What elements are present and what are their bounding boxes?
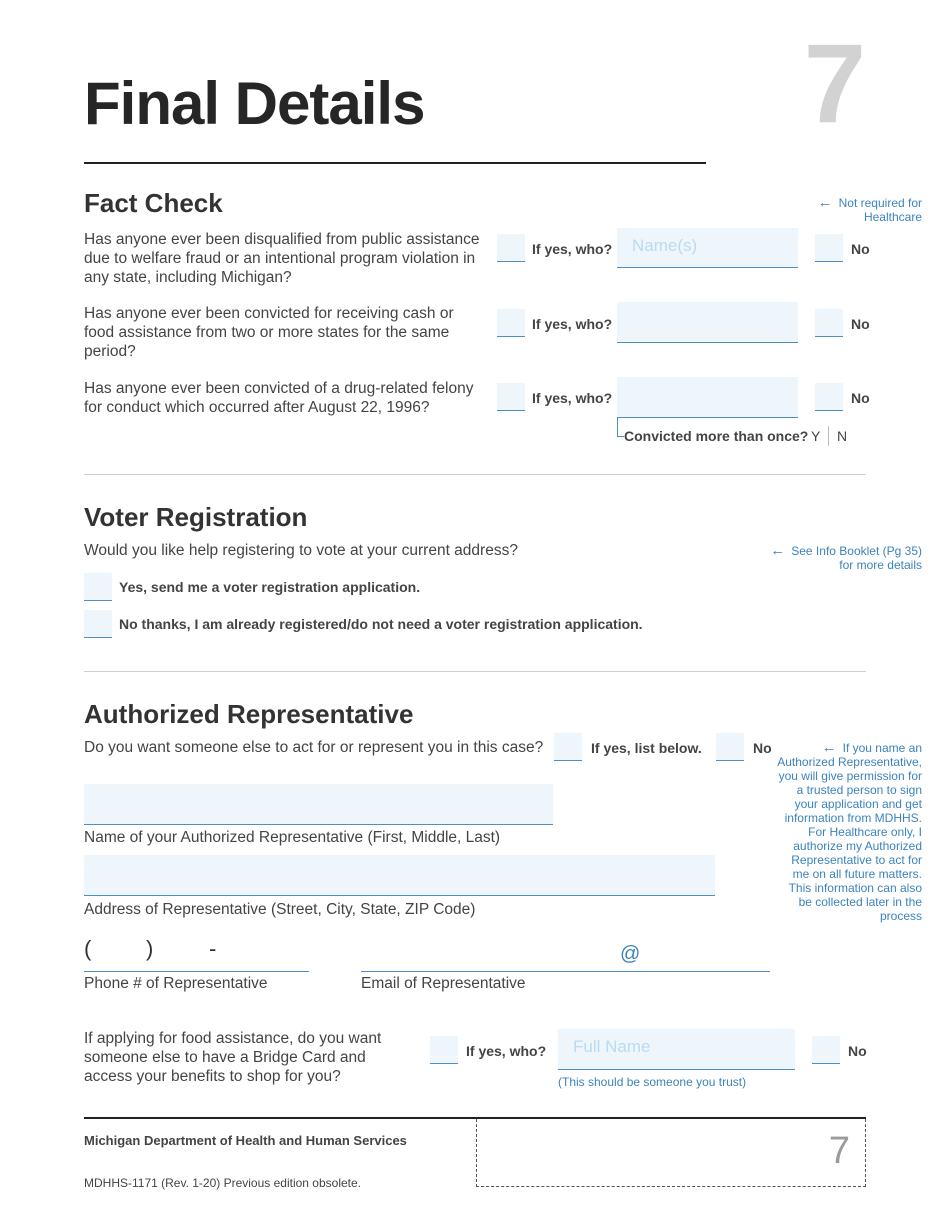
arrow-left-icon: ← [821,739,837,756]
footer-department: Michigan Department of Health and Human Services [84,1133,407,1148]
rep-email-label: Email of Representative [361,975,526,992]
page-title: Final Details [84,70,425,137]
fact-question-2: Has anyone ever been convicted for receiving cash or food assistance from two or more states for the same period? [84,305,454,360]
q3-names-input[interactable] [617,377,798,418]
auth-rep-question: Do you want someone else to act for or represent you in this case? [84,739,544,756]
arrow-left-icon: ← [817,194,833,211]
q1-if-yes-label: If yes, who? [532,241,613,257]
auth-rep-note-text: If you name an Authorized Representative, you will give permission for a trusted person to sign your application and get information from MDHHS. For Healthcare only, I authorize my Authorized Representative to act for me on all future matters. This information can also be collected later in the process [777,741,922,923]
voter-note-line2: for more details [839,558,922,572]
footer-page-box [476,1119,866,1187]
convicted-no-option[interactable]: N [837,428,848,444]
phone-area-close: ) [146,936,154,961]
bridge-name-input[interactable] [558,1029,795,1070]
q2-yes-checkbox[interactable] [497,309,525,337]
voter-side-note [742,544,922,572]
q3-if-yes-label: If yes, who? [532,390,613,406]
auth-rep-yes-checkbox[interactable] [554,733,582,761]
q2-no-label: No [851,316,870,332]
auth-rep-side-note [774,741,922,923]
email-at-sign: @ [620,943,641,965]
section-divider-2 [84,671,866,672]
auth-rep-no-checkbox[interactable] [716,733,744,761]
title-divider [84,162,706,164]
voter-yes-label: Yes, send me a voter registration application. [119,579,421,595]
rep-name-input[interactable] [84,784,553,825]
rep-phone-label: Phone # of Representative [84,975,268,992]
fact-check-heading: Fact Check [84,188,223,218]
bridge-yes-checkbox[interactable] [430,1036,458,1064]
voter-heading: Voter Registration [84,502,308,532]
footer-form-id: MDHHS-1171 (Rev. 1-20) Previous edition obsolete. [84,1176,362,1190]
fact-question-1: Has anyone ever been disqualified from public assistance due to welfare fraud or an intentional program violation in any state, including Michigan? [84,231,480,286]
footer-page-number: 7 [828,1130,850,1172]
page-number-large: 7 [803,21,866,146]
phone-area-open: ( [84,936,92,961]
convicted-yes-option[interactable]: Y [811,428,821,444]
rep-phone-input[interactable] [84,971,309,972]
phone-dash: - [209,936,217,961]
q1-no-label: No [851,241,870,257]
bridge-no-checkbox[interactable] [812,1036,840,1064]
voter-yes-checkbox[interactable] [84,573,112,601]
fact-check-note-text: Not required for Healthcare [838,196,922,224]
rep-address-input[interactable] [84,855,715,896]
bridge-no-label: No [848,1043,867,1059]
fact-question-3: Has anyone ever been convicted of a drug-related felony for conduct which occurred after August 22, 1996? [84,380,474,416]
voter-no-label: No thanks, I am already registered/do not need a voter registration application. [119,616,643,632]
section-divider-1 [84,474,866,475]
q3-yes-checkbox[interactable] [497,383,525,411]
convicted-more-label: Convicted more than once? [624,428,809,444]
bridge-card-question: If applying for food assistance, do you want someone else to have a Bridge Card and access your benefits to shop for you? [84,1030,382,1085]
rep-name-label: Name of your Authorized Representative (First, Middle, Last) [84,829,501,846]
bridge-name-placeholder: Full Name [573,1037,651,1056]
q2-no-checkbox[interactable] [815,309,843,337]
q1-no-checkbox[interactable] [815,234,843,262]
q2-names-input[interactable] [617,302,798,343]
q1-yes-checkbox[interactable] [497,234,525,262]
q1-names-placeholder: Name(s) [632,236,698,255]
q2-if-yes-label: If yes, who? [532,316,613,332]
q3-no-checkbox[interactable] [815,383,843,411]
rep-address-label: Address of Representative (Street, City, State, ZIP Code) [84,901,476,918]
fact-check-side-note [782,196,922,224]
bridge-if-yes-label: If yes, who? [466,1043,547,1059]
rep-email-input[interactable] [361,971,770,972]
voter-no-checkbox[interactable] [84,610,112,638]
q3-no-label: No [851,390,870,406]
voter-question: Would you like help registering to vote at your current address? [84,542,518,559]
connector-line [617,418,624,437]
arrow-left-icon: ← [770,542,786,559]
q1-names-input[interactable] [617,228,798,268]
bridge-hint: (This should be someone you trust) [558,1075,747,1089]
auth-rep-heading: Authorized Representative [84,699,414,729]
auth-rep-no-label: No [753,740,772,756]
yn-divider [828,426,829,446]
auth-rep-if-yes-label: If yes, list below. [591,740,702,756]
voter-note-line1: See Info Booklet (Pg 35) [791,544,922,558]
